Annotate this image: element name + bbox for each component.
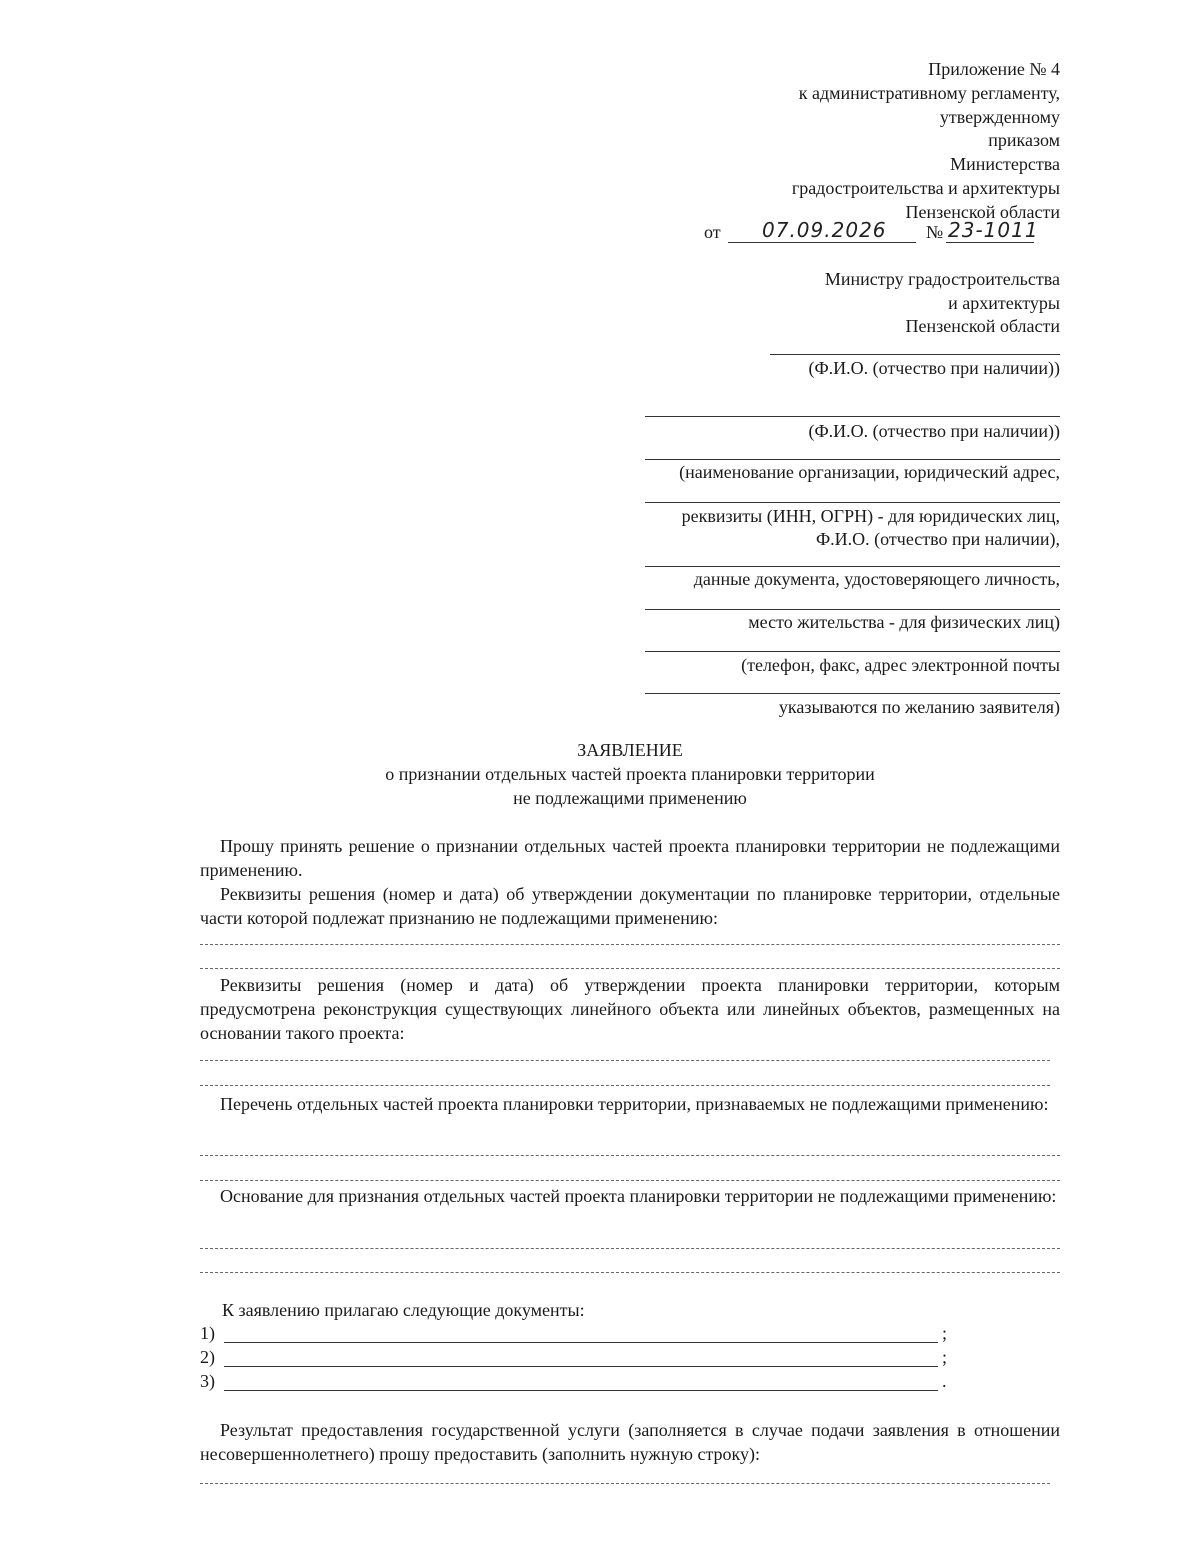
reconstruction-fill-line-1[interactable] — [200, 1060, 1050, 1061]
addressee-fio-line — [770, 354, 1060, 355]
applicant-caption: Ф.И.О. (отчество при наличии), — [815, 529, 1060, 549]
parts-list-fill-line-1[interactable] — [200, 1155, 1060, 1156]
addressee-line: Министру градостроительства — [824, 269, 1060, 289]
order-date-underline — [728, 242, 916, 243]
applicant-caption: (Ф.И.О. (отчество при наличии)) — [808, 421, 1060, 441]
title-main: ЗАЯВЛЕНИЕ — [577, 740, 683, 760]
order-date-handwritten: 07.09.2026 — [762, 218, 887, 242]
attachment-end: ; — [942, 1347, 948, 1367]
title-subtitle-1: о признании отдельных частей проекта планировки территории — [385, 764, 875, 784]
attachment-number: 1) — [200, 1323, 215, 1343]
applicant-line-7 — [645, 693, 1060, 694]
attachment-fill-line[interactable] — [224, 1342, 938, 1343]
applicant-line-1 — [645, 416, 1060, 417]
reconstruction-fill-line-2[interactable] — [200, 1085, 1050, 1086]
applicant-caption: место жительства - для физических лиц) — [748, 612, 1060, 632]
applicant-line-4 — [645, 566, 1060, 567]
attachment-number: 2) — [200, 1347, 215, 1367]
order-date-row — [700, 220, 1070, 250]
number-prefix: № — [926, 222, 944, 242]
applicant-caption: указываются по желанию заявителя) — [778, 697, 1060, 717]
addressee-line: Пензенской области — [905, 316, 1060, 336]
attachment-item — [200, 1371, 960, 1395]
header-line: градостроительства и архитектуры — [791, 177, 1060, 198]
addressee-block — [600, 268, 1060, 339]
applicant-caption: данные документа, удостоверяющего личность, — [693, 569, 1060, 589]
applicant-line-6 — [645, 651, 1060, 652]
applicant-line-3 — [645, 502, 1060, 503]
attachments-intro: К заявлению прилагаю следующие документы: — [222, 1300, 585, 1320]
header-line: Приложение № 4 — [928, 59, 1060, 79]
addressee-line: и архитектуры — [948, 292, 1060, 313]
approval-decision-fill-line-1[interactable] — [200, 944, 1060, 945]
document-title — [200, 738, 1060, 810]
header-line: Пензенской области — [905, 201, 1060, 222]
title-subtitle-2: не подлежащими применению — [513, 788, 747, 808]
applicant-caption: (телефон, факс, адрес электронной почты — [741, 655, 1060, 675]
approval-decision-paragraph: Реквизиты решения (номер и дата) об утверждении документации по планировке территории, отдельные части которой подлежат признанию не подлежащими применению: — [200, 884, 1060, 928]
parts-list-fill-line-2[interactable] — [200, 1180, 1060, 1181]
attachment-end: . — [942, 1371, 947, 1391]
parts-list-paragraph: Перечень отдельных частей проекта планировки территории, признаваемых не подлежащими применению: — [220, 1094, 1049, 1114]
attachment-fill-line[interactable] — [224, 1366, 938, 1367]
attachment-item — [200, 1347, 960, 1371]
grounds-paragraph: Основание для признания отдельных частей проекта планировки территории не подлежащими применению: — [220, 1186, 1057, 1206]
grounds-fill-line-2[interactable] — [200, 1272, 1060, 1273]
appendix-header — [600, 58, 1060, 225]
attachment-end: ; — [942, 1323, 948, 1343]
approval-decision-fill-line-2[interactable] — [200, 968, 1060, 969]
order-number-underline — [946, 242, 1034, 243]
attachment-number: 3) — [200, 1371, 215, 1391]
attachment-item — [200, 1323, 960, 1347]
order-number-handwritten: 23-1011 — [948, 218, 1039, 242]
applicant-caption: (наименование организации, юридический адрес, — [679, 462, 1060, 482]
date-prefix: от — [704, 222, 721, 242]
request-paragraph: Прошу принять решение о признании отдельных частей проекта планировки территории не подлежащими применению. — [200, 836, 1060, 880]
header-line: утвержденному — [939, 106, 1060, 127]
addressee-fio-caption: (Ф.И.О. (отчество при наличии)) — [808, 358, 1060, 378]
grounds-fill-line-1[interactable] — [200, 1248, 1060, 1249]
attachment-fill-line[interactable] — [224, 1390, 938, 1391]
applicant-line-2 — [645, 459, 1060, 460]
applicant-caption: реквизиты (ИНН, ОГРН) - для юридических лиц, — [681, 506, 1060, 526]
applicant-line-5 — [645, 609, 1060, 610]
header-line: приказом — [988, 130, 1060, 151]
header-line: Министерства — [950, 154, 1060, 175]
reconstruction-paragraph: Реквизиты решения (номер и дата) об утверждении проекта планировки территории, которым предусмотрена реконструкция существующих линейного объекта или линейных объектов, размещенных на основании такого проекта: — [200, 975, 1060, 1043]
header-line: к административному регламенту, — [798, 82, 1060, 103]
service-result-paragraph: Результат предоставления государственной услуги (заполняется в случае подачи заявления в отношении несовершеннолетнего) прошу предоставить (заполнить нужную строку): — [200, 1420, 1060, 1464]
service-result-fill-line[interactable] — [200, 1483, 1050, 1484]
